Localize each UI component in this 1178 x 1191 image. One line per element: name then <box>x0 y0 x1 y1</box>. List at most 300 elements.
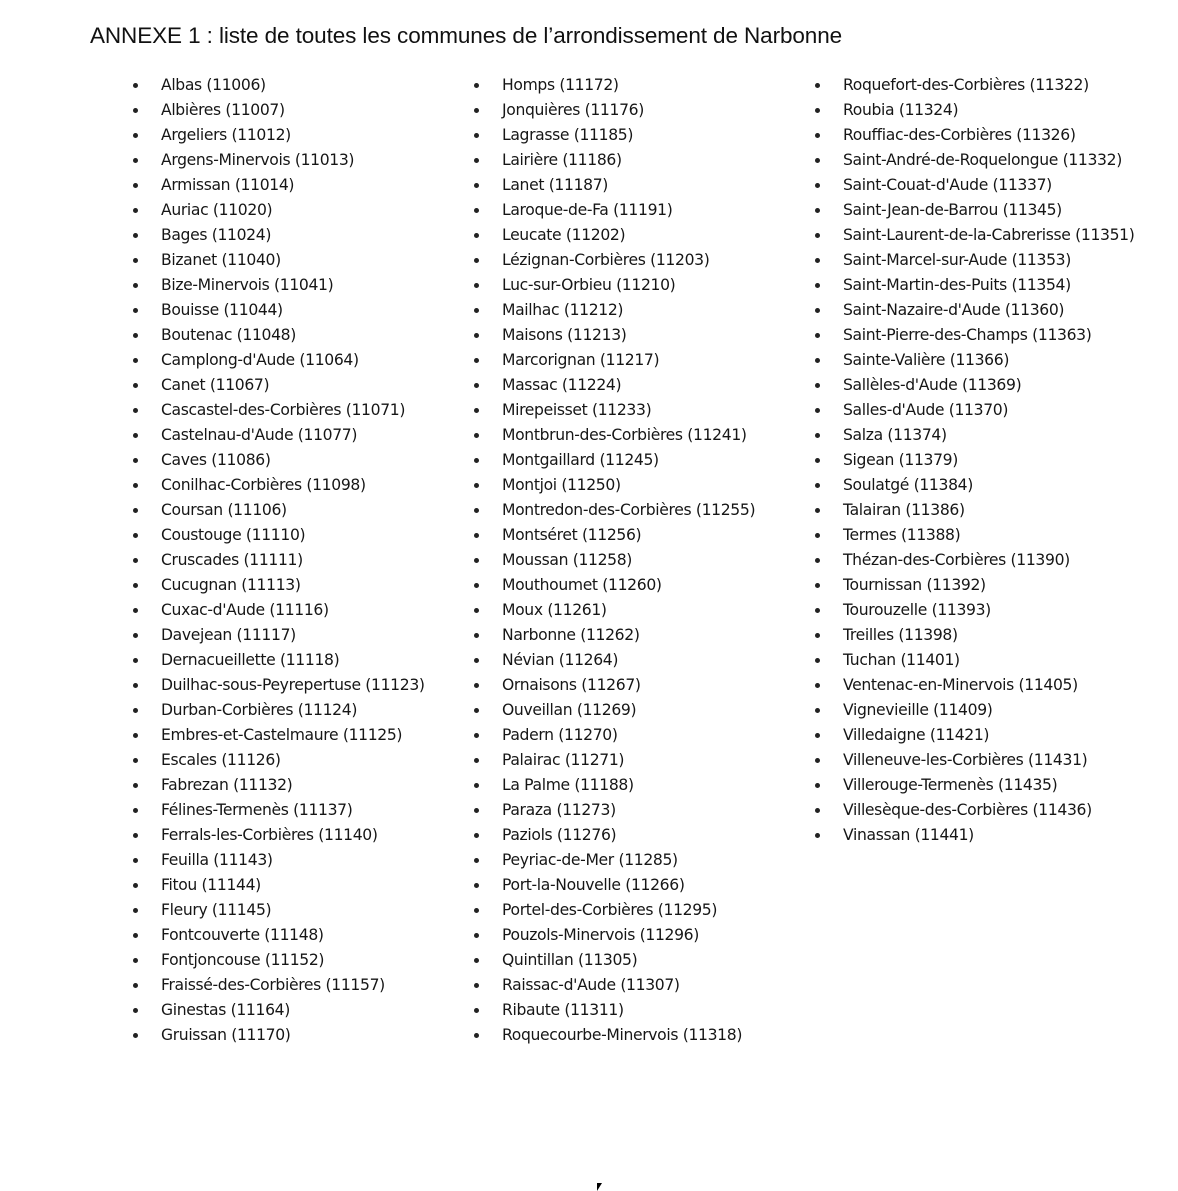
bullet-dot-icon <box>474 758 479 763</box>
commune-name: Cuxac-d'Aude (11116) <box>161 601 329 619</box>
bullet-dot-icon <box>815 483 820 488</box>
commune-name: Saint-André-de-Roquelongue (11332) <box>843 151 1122 169</box>
commune-list-item <box>126 248 461 273</box>
commune-name: Lairière (11186) <box>502 151 622 169</box>
commune-list-item <box>126 73 461 98</box>
commune-list-item <box>808 773 1138 798</box>
commune-list-item <box>467 973 802 998</box>
commune-name: Saint-Laurent-de-la-Cabrerisse (11351) <box>843 226 1135 244</box>
commune-name: Fraissé-des-Corbières (11157) <box>161 976 385 994</box>
commune-list-item <box>467 523 802 548</box>
bullet-dot-icon <box>815 658 820 663</box>
bullet-dot-icon <box>815 783 820 788</box>
commune-list-column-1 <box>126 73 461 1048</box>
commune-name: Maisons (11213) <box>502 326 627 344</box>
commune-name: Pouzols-Minervois (11296) <box>502 926 699 944</box>
commune-list-item <box>126 798 461 823</box>
commune-name: Termes (11388) <box>843 526 961 544</box>
commune-list-item <box>126 648 461 673</box>
commune-list-item <box>467 323 802 348</box>
commune-list-item <box>126 948 461 973</box>
bullet-dot-icon <box>474 1033 479 1038</box>
commune-name: Albières (11007) <box>161 101 285 119</box>
commune-name: Moux (11261) <box>502 601 607 619</box>
commune-name: Luc-sur-Orbieu (11210) <box>502 276 676 294</box>
commune-list-item <box>467 173 802 198</box>
commune-name: Argeliers (11012) <box>161 126 291 144</box>
commune-name: Auriac (11020) <box>161 201 273 219</box>
bullet-dot-icon <box>133 983 138 988</box>
bullet-dot-icon <box>474 633 479 638</box>
commune-name: Homps (11172) <box>502 76 619 94</box>
bullet-dot-icon <box>474 433 479 438</box>
bullet-dot-icon <box>815 683 820 688</box>
commune-name: Saint-Couat-d'Aude (11337) <box>843 176 1052 194</box>
bullet-dot-icon <box>474 708 479 713</box>
commune-name: Bages (11024) <box>161 226 272 244</box>
commune-name: Portel-des-Corbières (11295) <box>502 901 718 919</box>
commune-name: Boutenac (11048) <box>161 326 296 344</box>
bullet-dot-icon <box>133 1033 138 1038</box>
bullet-dot-icon <box>815 508 820 513</box>
bullet-dot-icon <box>474 458 479 463</box>
commune-name: Cucugnan (11113) <box>161 576 301 594</box>
bullet-dot-icon <box>474 808 479 813</box>
commune-name: Peyriac-de-Mer (11285) <box>502 851 678 869</box>
commune-name: Félines-Termenès (11137) <box>161 801 353 819</box>
commune-name: Fleury (11145) <box>161 901 272 919</box>
bullet-dot-icon <box>815 458 820 463</box>
commune-list-item <box>808 623 1138 648</box>
commune-list-item <box>126 748 461 773</box>
commune-name: Mirepeisset (11233) <box>502 401 652 419</box>
commune-name: Cruscades (11111) <box>161 551 303 569</box>
commune-list-item <box>808 573 1138 598</box>
commune-name: Sainte-Valière (11366) <box>843 351 1010 369</box>
commune-list-item <box>126 348 461 373</box>
commune-name: Armissan (11014) <box>161 176 295 194</box>
bullet-dot-icon <box>815 558 820 563</box>
bullet-dot-icon <box>133 558 138 563</box>
commune-name: Villeneuve-les-Corbières (11431) <box>843 751 1088 769</box>
commune-name: Mouthoumet (11260) <box>502 576 662 594</box>
commune-list-item <box>126 923 461 948</box>
commune-name: Camplong-d'Aude (11064) <box>161 351 359 369</box>
commune-list-item <box>808 748 1138 773</box>
commune-list-item <box>467 648 802 673</box>
commune-name: Vignevieille (11409) <box>843 701 993 719</box>
commune-name: Tourouzelle (11393) <box>843 601 991 619</box>
commune-list-item <box>808 348 1138 373</box>
commune-name: Montbrun-des-Corbières (11241) <box>502 426 747 444</box>
commune-list-item <box>808 323 1138 348</box>
commune-name: Salza (11374) <box>843 426 947 444</box>
bullet-dot-icon <box>815 408 820 413</box>
commune-name: Quintillan (11305) <box>502 951 638 969</box>
commune-list-item <box>467 473 802 498</box>
commune-list-item <box>467 423 802 448</box>
bullet-dot-icon <box>815 333 820 338</box>
commune-name: Ginestas (11164) <box>161 1001 290 1019</box>
commune-list-item <box>808 423 1138 448</box>
bullet-dot-icon <box>815 308 820 313</box>
commune-name: Saint-Pierre-des-Champs (11363) <box>843 326 1092 344</box>
bullet-dot-icon <box>815 183 820 188</box>
bullet-dot-icon <box>133 533 138 538</box>
commune-name: Névian (11264) <box>502 651 619 669</box>
commune-name: Dernacueillette (11118) <box>161 651 340 669</box>
commune-list-item <box>467 123 802 148</box>
commune-name: Conilhac-Corbières (11098) <box>161 476 366 494</box>
commune-name: Lézignan-Corbières (11203) <box>502 251 710 269</box>
bullet-dot-icon <box>133 258 138 263</box>
bullet-dot-icon <box>474 1008 479 1013</box>
bullet-dot-icon <box>474 258 479 263</box>
commune-list-item <box>467 573 802 598</box>
bullet-dot-icon <box>474 508 479 513</box>
commune-list-item <box>467 273 802 298</box>
commune-list-item <box>467 998 802 1023</box>
commune-list-item <box>467 348 802 373</box>
bullet-dot-icon <box>474 733 479 738</box>
bullet-dot-icon <box>815 208 820 213</box>
commune-name: Talairan (11386) <box>843 501 965 519</box>
commune-name: Saint-Marcel-sur-Aude (11353) <box>843 251 1071 269</box>
commune-name: Fontcouverte (11148) <box>161 926 324 944</box>
bullet-dot-icon <box>474 958 479 963</box>
bullet-dot-icon <box>815 608 820 613</box>
commune-name: Lagrasse (11185) <box>502 126 634 144</box>
commune-name: Canet (11067) <box>161 376 270 394</box>
commune-name: Mailhac (11212) <box>502 301 624 319</box>
commune-list-column-2 <box>467 73 802 1048</box>
bullet-dot-icon <box>133 333 138 338</box>
commune-list-item <box>467 848 802 873</box>
bullet-dot-icon <box>474 933 479 938</box>
bullet-dot-icon <box>133 858 138 863</box>
commune-list-item <box>808 523 1138 548</box>
commune-name: Feuilla (11143) <box>161 851 273 869</box>
bullet-dot-icon <box>815 383 820 388</box>
commune-name: Jonquières (11176) <box>502 101 644 119</box>
commune-list-item <box>808 248 1138 273</box>
bullet-dot-icon <box>474 108 479 113</box>
commune-name: Fabrezan (11132) <box>161 776 293 794</box>
commune-name: La Palme (11188) <box>502 776 634 794</box>
commune-list-item <box>126 623 461 648</box>
bullet-dot-icon <box>133 158 138 163</box>
commune-list-item <box>126 523 461 548</box>
bullet-dot-icon <box>133 608 138 613</box>
bullet-dot-icon <box>815 833 820 838</box>
commune-name: Vinassan (11441) <box>843 826 974 844</box>
commune-name: Embres-et-Castelmaure (11125) <box>161 726 403 744</box>
commune-list-item <box>808 448 1138 473</box>
bullet-dot-icon <box>815 633 820 638</box>
bullet-dot-icon <box>815 233 820 238</box>
commune-name: Port-la-Nouvelle (11266) <box>502 876 685 894</box>
commune-name: Thézan-des-Corbières (11390) <box>843 551 1070 569</box>
commune-name: Palairac (11271) <box>502 751 625 769</box>
commune-name: Montséret (11256) <box>502 526 642 544</box>
bullet-dot-icon <box>133 808 138 813</box>
bullet-dot-icon <box>133 958 138 963</box>
commune-list-item <box>126 698 461 723</box>
commune-list-item <box>126 973 461 998</box>
commune-list-column-3 <box>808 73 1138 848</box>
bullet-dot-icon <box>815 758 820 763</box>
bullet-dot-icon <box>815 358 820 363</box>
commune-name: Villesèque-des-Corbières (11436) <box>843 801 1092 819</box>
commune-list-item <box>126 423 461 448</box>
commune-list-item <box>808 123 1138 148</box>
bullet-dot-icon <box>474 908 479 913</box>
commune-name: Leucate (11202) <box>502 226 626 244</box>
commune-name: Sallèles-d'Aude (11369) <box>843 376 1022 394</box>
bullet-dot-icon <box>133 358 138 363</box>
commune-list-item <box>126 998 461 1023</box>
commune-name: Albas (11006) <box>161 76 266 94</box>
commune-list-item <box>126 448 461 473</box>
bullet-dot-icon <box>815 83 820 88</box>
commune-list-item <box>808 698 1138 723</box>
commune-name: Caves (11086) <box>161 451 271 469</box>
commune-list-item <box>467 898 802 923</box>
commune-list-item <box>808 223 1138 248</box>
commune-list-item <box>467 198 802 223</box>
commune-name: Fitou (11144) <box>161 876 261 894</box>
commune-list-item <box>467 623 802 648</box>
bullet-dot-icon <box>474 783 479 788</box>
commune-list-item <box>808 373 1138 398</box>
commune-list-item <box>126 723 461 748</box>
commune-list-item <box>126 198 461 223</box>
commune-list-item <box>126 573 461 598</box>
commune-name: Marcorignan (11217) <box>502 351 660 369</box>
bullet-dot-icon <box>133 883 138 888</box>
bullet-dot-icon <box>474 408 479 413</box>
commune-list-item <box>126 398 461 423</box>
commune-name: Moussan (11258) <box>502 551 633 569</box>
bullet-dot-icon <box>133 83 138 88</box>
commune-name: Bize-Minervois (11041) <box>161 276 334 294</box>
commune-name: Bizanet (11040) <box>161 251 281 269</box>
commune-list-item <box>808 673 1138 698</box>
bullet-dot-icon <box>133 758 138 763</box>
commune-list-item <box>808 598 1138 623</box>
bullet-dot-icon <box>133 208 138 213</box>
commune-list-item <box>808 473 1138 498</box>
commune-list-item <box>467 948 802 973</box>
bullet-dot-icon <box>815 283 820 288</box>
bullet-dot-icon <box>133 933 138 938</box>
bullet-dot-icon <box>815 708 820 713</box>
commune-list-item <box>467 823 802 848</box>
commune-name: Coustouge (11110) <box>161 526 306 544</box>
bullet-dot-icon <box>133 683 138 688</box>
commune-name: Laroque-de-Fa (11191) <box>502 201 673 219</box>
commune-name: Massac (11224) <box>502 376 622 394</box>
bullet-dot-icon <box>474 983 479 988</box>
commune-list-item <box>467 873 802 898</box>
commune-list-item <box>808 648 1138 673</box>
bullet-dot-icon <box>133 183 138 188</box>
commune-name: Roquefort-des-Corbières (11322) <box>843 76 1089 94</box>
bullet-dot-icon <box>133 458 138 463</box>
commune-list-item <box>467 148 802 173</box>
bullet-dot-icon <box>133 1008 138 1013</box>
bullet-dot-icon <box>474 133 479 138</box>
commune-list-item <box>126 498 461 523</box>
commune-list-item <box>467 773 802 798</box>
commune-name: Tuchan (11401) <box>843 651 960 669</box>
commune-name: Ferrals-les-Corbières (11140) <box>161 826 378 844</box>
commune-name: Salles-d'Aude (11370) <box>843 401 1009 419</box>
bullet-dot-icon <box>815 258 820 263</box>
commune-name: Argens-Minervois (11013) <box>161 151 355 169</box>
document-title: ANNEXE 1 : liste de toutes les communes de l’arrondissement de Narbonne <box>90 23 843 48</box>
commune-name: Bouisse (11044) <box>161 301 283 319</box>
commune-list-item <box>467 673 802 698</box>
bullet-dot-icon <box>815 158 820 163</box>
bullet-dot-icon <box>133 708 138 713</box>
commune-name: Cascastel-des-Corbières (11071) <box>161 401 406 419</box>
commune-list-item <box>126 1023 461 1048</box>
commune-list-item <box>467 498 802 523</box>
bullet-dot-icon <box>133 383 138 388</box>
bullet-dot-icon <box>815 733 820 738</box>
commune-list-item <box>467 73 802 98</box>
bullet-dot-icon <box>815 108 820 113</box>
commune-list-item <box>467 98 802 123</box>
bullet-dot-icon <box>133 658 138 663</box>
commune-name: Raissac-d'Aude (11307) <box>502 976 680 994</box>
bullet-dot-icon <box>133 308 138 313</box>
commune-list-item <box>467 598 802 623</box>
commune-name: Durban-Corbières (11124) <box>161 701 358 719</box>
bullet-dot-icon <box>815 533 820 538</box>
commune-list-item <box>467 223 802 248</box>
commune-list-item <box>808 73 1138 98</box>
commune-name: Saint-Nazaire-d'Aude (11360) <box>843 301 1065 319</box>
bullet-dot-icon <box>133 508 138 513</box>
commune-list-item <box>467 373 802 398</box>
commune-list-item <box>467 1023 802 1048</box>
bullet-dot-icon <box>474 83 479 88</box>
commune-list-item <box>808 273 1138 298</box>
commune-name: Escales (11126) <box>161 751 281 769</box>
commune-list-item <box>126 848 461 873</box>
bullet-dot-icon <box>474 558 479 563</box>
commune-name: Villerouge-Termenès (11435) <box>843 776 1058 794</box>
bullet-dot-icon <box>474 833 479 838</box>
commune-list-item <box>126 298 461 323</box>
commune-list-item <box>126 773 461 798</box>
bullet-dot-icon <box>474 683 479 688</box>
commune-list-item <box>808 298 1138 323</box>
commune-list-item <box>808 98 1138 123</box>
commune-name: Padern (11270) <box>502 726 618 744</box>
bullet-dot-icon <box>815 583 820 588</box>
commune-list-item <box>808 823 1138 848</box>
commune-name: Davejean (11117) <box>161 626 296 644</box>
bullet-dot-icon <box>133 483 138 488</box>
commune-name: Ouveillan (11269) <box>502 701 637 719</box>
bullet-dot-icon <box>133 733 138 738</box>
commune-name: Roubia (11324) <box>843 101 959 119</box>
bullet-dot-icon <box>474 358 479 363</box>
commune-list-item <box>467 248 802 273</box>
commune-name: Lanet (11187) <box>502 176 609 194</box>
commune-list-item <box>467 448 802 473</box>
bullet-dot-icon <box>133 283 138 288</box>
commune-list-item <box>126 898 461 923</box>
bullet-dot-icon <box>474 233 479 238</box>
commune-list-item <box>126 98 461 123</box>
bullet-dot-icon <box>474 883 479 888</box>
bullet-dot-icon <box>474 333 479 338</box>
commune-name: Montjoi (11250) <box>502 476 621 494</box>
bullet-dot-icon <box>133 583 138 588</box>
commune-list-item <box>126 823 461 848</box>
bullet-dot-icon <box>474 533 479 538</box>
commune-name: Duilhac-sous-Peyrepertuse (11123) <box>161 676 425 694</box>
bullet-dot-icon <box>815 133 820 138</box>
commune-list-item <box>126 598 461 623</box>
bullet-dot-icon <box>474 608 479 613</box>
commune-list-item <box>467 923 802 948</box>
bullet-dot-icon <box>474 658 479 663</box>
bullet-dot-icon <box>474 483 479 488</box>
commune-list-item <box>808 498 1138 523</box>
commune-name: Ornaisons (11267) <box>502 676 641 694</box>
commune-list-item <box>467 798 802 823</box>
commune-list-item <box>126 673 461 698</box>
bullet-dot-icon <box>133 633 138 638</box>
commune-name: Rouffiac-des-Corbières (11326) <box>843 126 1076 144</box>
bullet-dot-icon <box>474 208 479 213</box>
commune-name: Fontjoncouse (11152) <box>161 951 325 969</box>
bullet-dot-icon <box>133 233 138 238</box>
commune-list-item <box>126 223 461 248</box>
commune-list-item <box>467 723 802 748</box>
commune-list-item <box>126 123 461 148</box>
bullet-dot-icon <box>474 383 479 388</box>
bullet-dot-icon <box>133 908 138 913</box>
commune-name: Narbonne (11262) <box>502 626 640 644</box>
commune-name: Montgaillard (11245) <box>502 451 659 469</box>
commune-name: Castelnau-d'Aude (11077) <box>161 426 358 444</box>
commune-name: Saint-Jean-de-Barrou (11345) <box>843 201 1062 219</box>
commune-list-item <box>467 398 802 423</box>
commune-name: Tournissan (11392) <box>843 576 986 594</box>
commune-list-item <box>808 173 1138 198</box>
bullet-dot-icon <box>474 158 479 163</box>
commune-list-item <box>467 298 802 323</box>
bullet-dot-icon <box>815 433 820 438</box>
commune-name: Soulatgé (11384) <box>843 476 973 494</box>
commune-list-item <box>808 398 1138 423</box>
commune-list-item <box>126 473 461 498</box>
commune-name: Ventenac-en-Minervois (11405) <box>843 676 1078 694</box>
commune-list-item <box>126 173 461 198</box>
commune-list-item <box>808 148 1138 173</box>
commune-name: Paziols (11276) <box>502 826 617 844</box>
bullet-dot-icon <box>474 308 479 313</box>
commune-list-item <box>126 548 461 573</box>
commune-list-item <box>126 273 461 298</box>
bullet-dot-icon <box>133 133 138 138</box>
